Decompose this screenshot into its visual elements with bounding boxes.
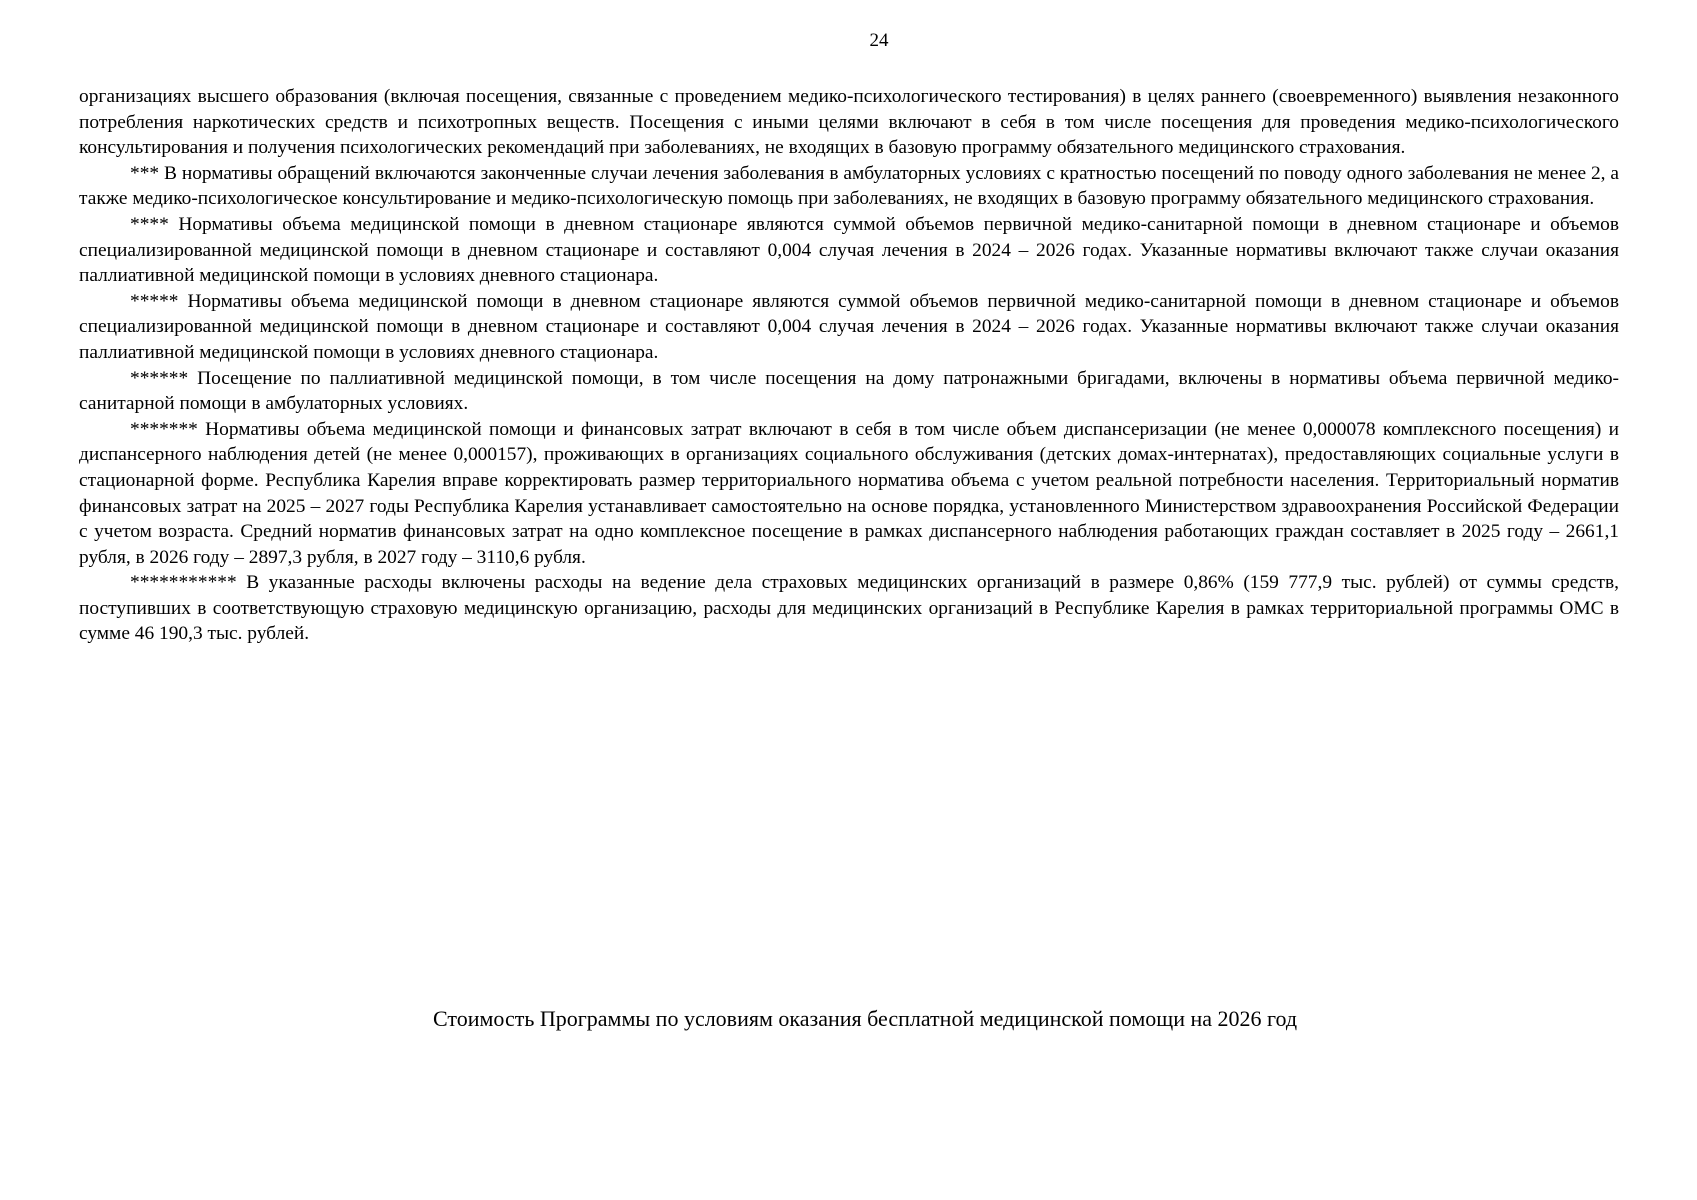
footnote-11-asterisks: *********** В указанные расходы включены расходы на ведение дела страховых медицинских организаций в размере 0,86% (159 777,9 тыс. рублей) от суммы средств, поступивших в соответствующую страховую медицинскую организацию, расходы для медицинских организаций в Республике Карелия в рамках территориальной программы ОМС в сумме 46 190,3 тыс. рублей. [79, 572, 1619, 645]
section-title: Стоимость Программы по условиям оказания бесплатной медицинской помощи на 2026 год [433, 1006, 1298, 1031]
footnote-3-asterisks: *** В нормативы обращений включаются законченные случаи лечения заболевания в амбулаторных условиях с кратностью посещений по поводу одного заболевания не менее 2, а также медико-психологическое консультирование и медико-психологическую помощь при заболеваниях, не входящих в базовую программу обязательного медицинского страхования. [79, 162, 1619, 210]
footnote-6-asterisks: ****** Посещение по паллиативной медицинской помощи, в том числе посещения на дому патронажными бригадами, включены в нормативы объема первичной медико-санитарной помощи в амбулаторных условиях. [79, 367, 1619, 415]
footnote-7-asterisks: ******* Нормативы объема медицинской помощи и финансовых затрат включают в себя в том числе объем диспансеризации (не менее 0,000078 комплексного посещения) и диспансерного наблюдения детей (не менее 0,000157), проживающих в организациях социального обслуживания (детских домах-интернатах), предоставляющих социальные услуги в стационарной форме. Республика Карелия вправе корректировать размер территориального норматива объема с учетом реальной потребности населения. Территориальный норматив финансовых затрат на 2025 – 2027 годы Республика Карелия устанавливает самостоятельно на основе порядка, установленного Министерством здравоохранения Российской Федерации с учетом возраста. Средний норматив финансовых затрат на одно комплексное посещение в рамках диспансерного наблюдения работающих граждан составляет в 2025 году – 2661,1 рубля, в 2026 году – 2897,3 рубля, в 2027 году – 3110,6 рубля. [79, 418, 1619, 568]
footnote-5-asterisks: ***** Нормативы объема медицинской помощи в дневном стационаре являются суммой объемов первичной медико-санитарной помощи в дневном стационаре и объемов специализированной медицинской помощи в дневном стационаре и составляют 0,004 случая лечения в 2024 – 2026 годах. Указанные нормативы включают также случаи оказания паллиативной медицинской помощи в условиях дневного стационара. [79, 290, 1619, 363]
page-number: 24 [869, 30, 889, 51]
footnote-continuation: организациях высшего образования (включая посещения, связанные с проведением медико-психологического тестирования) в целях раннего (своевременного) выявления незаконного потребления наркотических средств и психотропных веществ. Посещения с иными целями включают в себя в том числе посещения для проведения медико-психологического консультирования и получения психологических рекомендаций при заболеваниях, не входящих в базовую программу обязательного медицинского страхования. [79, 86, 1619, 159]
footnotes-block [79, 84, 1619, 647]
footnote-4-asterisks: **** Нормативы объема медицинской помощи в дневном стационаре являются суммой объемов первичной медико-санитарной помощи в дневном стационаре и объемов специализированной медицинской помощи в дневном стационаре и составляют 0,004 случая лечения в 2024 – 2026 годах. Указанные нормативы включают также случаи оказания паллиативной медицинской помощи в условиях дневного стационара. [79, 213, 1619, 287]
